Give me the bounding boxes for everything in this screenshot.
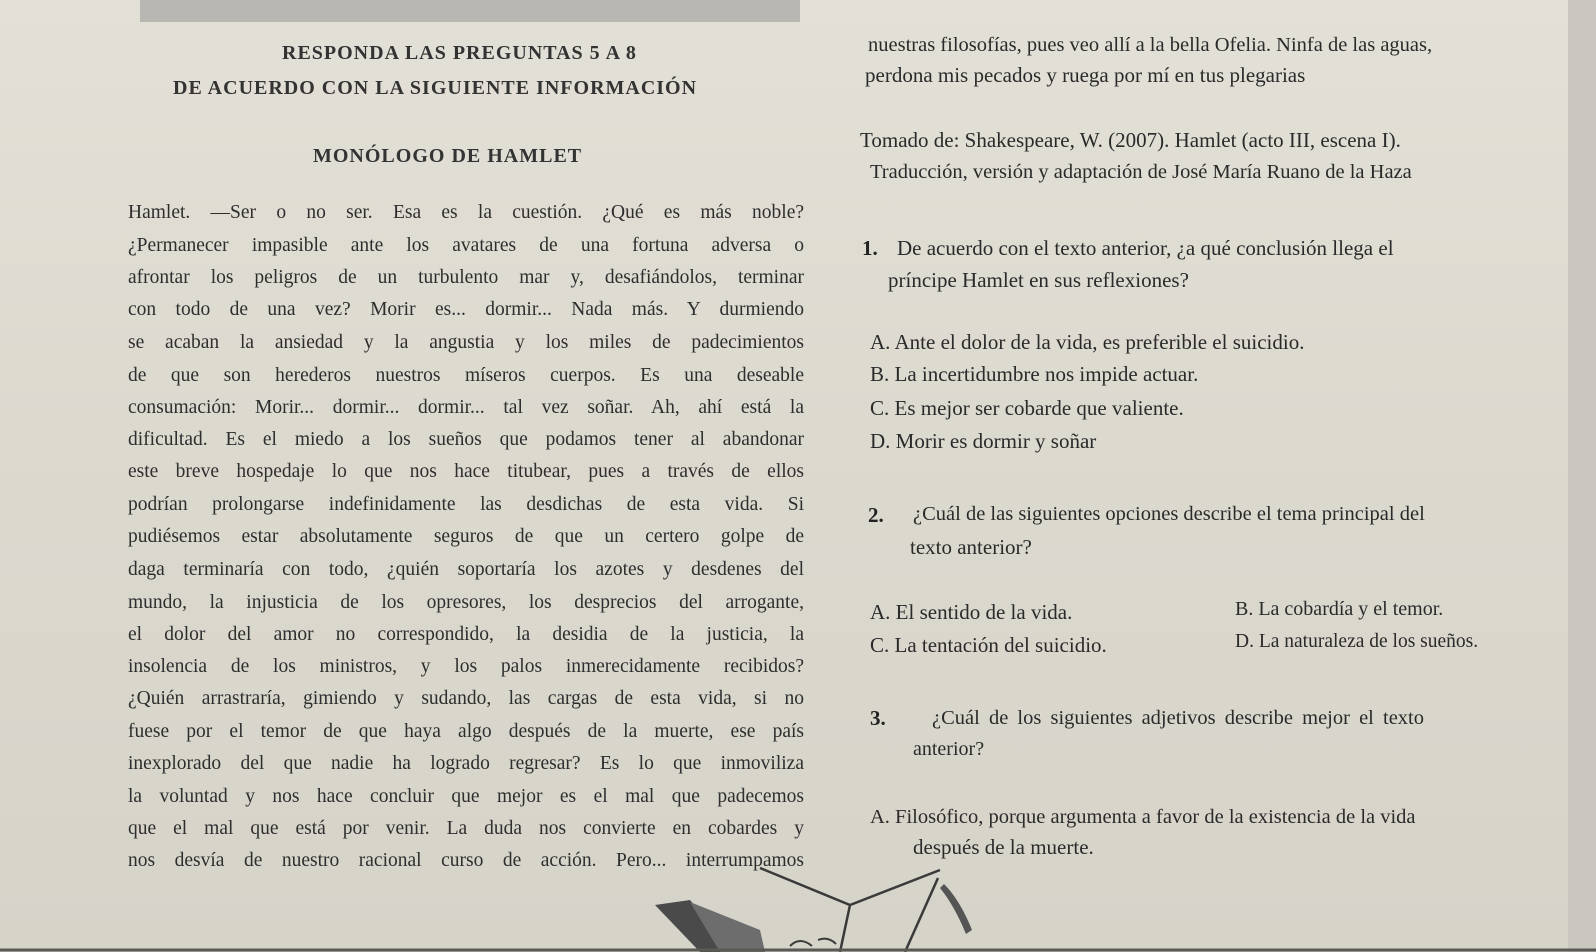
monologue-line: daga terminaría con todo, ¿quién soportaría los azotes y desdenes del (128, 559, 804, 580)
answer-option-a: A. Filosófico, porque argumenta a favor de la existencia de la vida (870, 806, 1416, 828)
question-text: príncipe Hamlet en sus reflexiones? (888, 268, 1189, 292)
continuation-line: perdona mis pecados y ruega por mí en tus plegarias (865, 63, 1306, 87)
question-number: 2. (868, 503, 884, 527)
monologue-line: la voluntad y nos hace concluir que mejor es el mal que padecemos (128, 786, 804, 807)
source-citation-line: Tomado de: Shakespeare, W. (2007). Hamlet (acto III, escena I). (860, 128, 1401, 152)
instructions-heading-line1: RESPONDA LAS PREGUNTAS 5 A 8 (282, 42, 637, 64)
answer-option-d: D. La naturaleza de los sueños. (1235, 631, 1479, 652)
answer-option-a: A. El sentido de la vida. (870, 600, 1073, 624)
monologue-line: afrontar los peligros de un turbulento mar y, desafiándolos, terminar (128, 267, 804, 288)
monologue-line: este breve hospedaje lo que nos hace titubear, pues a través de ellos (128, 461, 804, 482)
question-number: 3. (870, 706, 886, 730)
question-text: anterior? (913, 738, 985, 760)
continuation-line: nuestras filosofías, pues veo allí a la bella Ofelia. Ninfa de las aguas, (868, 34, 1433, 56)
monologue-line: inexplorado del que nadie ha logrado regresar? Es lo que inmoviliza (128, 753, 804, 774)
monologue-line: ¿Permanecer impasible ante los avatares de una fortuna adversa o (128, 235, 804, 256)
question-text: De acuerdo con el texto anterior, ¿a qué conclusión llega el (897, 236, 1394, 260)
answer-option-b: B. La incertidumbre nos impide actuar. (870, 362, 1199, 386)
monologue-line: con todo de una vez? Morir es... dormir... Nada más. Y durmiendo (128, 299, 804, 320)
answer-option-a: A. Ante el dolor de la vida, es preferible el suicidio. (870, 330, 1305, 354)
monologue-line: fuese por el temor de que haya algo después de la muerte, ese país (128, 721, 804, 742)
question-text: texto anterior? (910, 535, 1032, 559)
answer-option-d: D. Morir es dormir y soñar (870, 429, 1097, 453)
monologue-line: insolencia de los ministros, y los palos inmerecidamente recibidos? (128, 656, 804, 677)
question-text: ¿Cuál de las siguientes opciones describe el tema principal del (913, 503, 1425, 525)
monologue-line: mundo, la injusticia de los opresores, los desprecios del arrogante, (128, 592, 804, 613)
question-number: 1. (862, 236, 878, 260)
monologue-line: que el mal que está por venir. La duda nos convierte en cobardes y (128, 818, 804, 839)
monologue-line: nos desvía de nuestro racional curso de acción. Pero... interrumpamos (128, 850, 804, 871)
monologue-line: Hamlet. —Ser o no ser. Esa es la cuestión. ¿Qué es más noble? (128, 202, 804, 223)
monologue-line: se acaban la ansiedad y la angustia y los miles de padecimientos (128, 332, 804, 353)
question-text: ¿Cuál de los siguientes adjetivos describe mejor el texto (932, 707, 1424, 729)
monologue-line: podrían prolongarse indefinidamente las desdichas de esta vida. Si (128, 494, 804, 515)
monologue-line: de que son herederos nuestros míseros cuerpos. Es una deseable (128, 365, 804, 386)
instructions-heading-line2: DE ACUERDO CON LA SIGUIENTE INFORMACIÓN (173, 77, 698, 99)
monologue-line: pudiésemos estar absolutamente seguros de que un certero golpe de (128, 526, 804, 547)
monologue-line: dificultad. Es el miedo a los sueños que podamos tener al abandonar (128, 429, 804, 450)
answer-option-c: C. Es mejor ser cobarde que valiente. (870, 396, 1184, 420)
monologue-title: MONÓLOGO DE HAMLET (313, 145, 583, 167)
answer-option-b: B. La cobardía y el temor. (1235, 598, 1444, 620)
answer-option-a-continuation: después de la muerte. (913, 835, 1094, 859)
monologue-line: ¿Quién arrastraría, gimiendo y sudando, las cargas de esta vida, si no (128, 688, 804, 709)
monologue-line: consumación: Morir... dormir... dormir... tal vez soñar. Ah, ahí está la (128, 397, 804, 418)
source-citation-line: Traducción, versión y adaptación de José María Ruano de la Haza (870, 161, 1412, 183)
monologue-line: el dolor del amor no correspondido, la desidia de la justicia, la (128, 624, 804, 645)
answer-option-c: C. La tentación del suicidio. (870, 633, 1107, 657)
